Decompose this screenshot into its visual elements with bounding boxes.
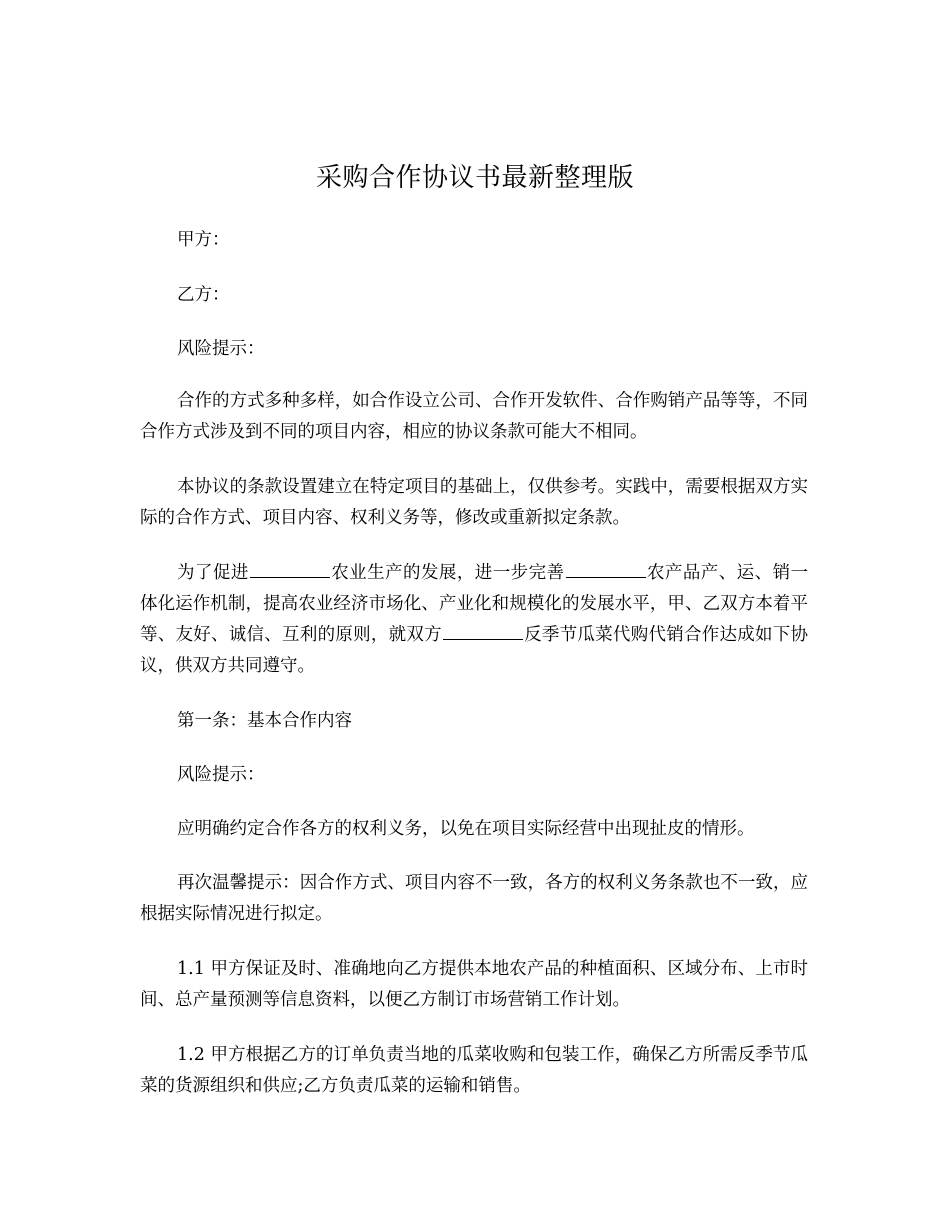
risk-tip-heading: 风险提示：	[177, 339, 265, 359]
party-b-label: 乙方：	[177, 285, 230, 305]
clause-1-1: 1.1 甲方保证及时、准确地向乙方提供本地农产品的种植面积、区域分布、上市时间、总产量预测等信息资料，以便乙方制订市场营销工作计划。	[140, 959, 808, 1010]
article-1-heading: 第一条：基本合作内容	[177, 711, 352, 731]
purpose-text-4: 反季节瓜菜代购代销合作达成如下协议，供双方共同遵守。	[140, 625, 809, 676]
purpose-text-1: 为了促进	[177, 563, 249, 583]
rights-paragraph: 应明确约定合作各方的权利义务，以免在项目实际经营中出现扯皮的情形。	[177, 819, 755, 839]
reminder-paragraph: 再次温馨提示：因合作方式、项目内容不一致，各方的权利义务条款也不一致，应根据实际情况进行拟定。	[140, 873, 808, 924]
fill-blank[interactable]	[250, 559, 330, 578]
fill-blank[interactable]	[566, 559, 646, 578]
risk-tip-heading: 风险提示：	[177, 765, 265, 785]
party-a-label: 甲方：	[177, 230, 230, 250]
purpose-paragraph	[140, 558, 808, 682]
purpose-text-3: 农产品产、运、销一体化运作机制，提高农业经济市场化、产业化和规模化的发展水平，甲、乙双方本着平等、友好、诚信、互利的原则，就双方	[140, 563, 809, 645]
clause-1-2: 1.2 甲方根据乙方的订单负责当地的瓜菜收购和包装工作，确保乙方所需反季节瓜菜的货源组织和供应;乙方负责瓜菜的运输和销售。	[140, 1045, 808, 1096]
cooperation-paragraph: 合作的方式多种多样，如合作设立公司、合作开发软件、合作购销产品等等，不同合作方式涉及到不同的项目内容，相应的协议条款可能大不相同。	[140, 391, 808, 442]
purpose-text-2: 农业生产的发展，进一步完善	[330, 563, 565, 583]
reference-paragraph: 本协议的条款设置建立在特定项目的基础上，仅供参考。实践中，需要根据双方实际的合作方式、项目内容、权利义务等，修改或重新拟定条款。	[140, 477, 808, 528]
document-title: 采购合作协议书最新整理版	[315, 163, 634, 193]
fill-blank[interactable]	[443, 621, 523, 640]
